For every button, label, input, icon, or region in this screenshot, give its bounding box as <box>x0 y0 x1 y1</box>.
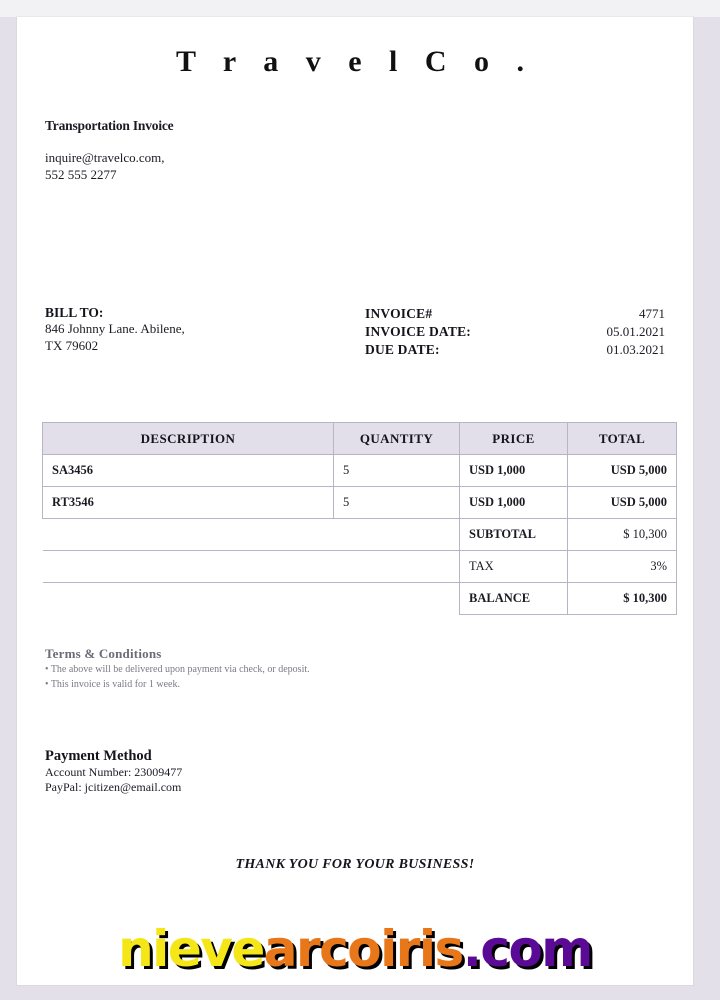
cell-quantity: 5 <box>334 487 460 519</box>
cell-price: USD 1,000 <box>460 455 568 487</box>
bill-to-address-line-1: 846 Johnny Lane. Abilene, <box>45 321 185 336</box>
table-header-row <box>43 423 677 455</box>
cell-total: USD 5,000 <box>568 487 677 519</box>
spacer-cell <box>334 583 460 615</box>
contact-phone: 552 555 2277 <box>45 166 117 182</box>
invoice-number-label: INVOICE# <box>365 306 433 321</box>
watermark-part-2: arcoiris <box>263 920 463 978</box>
watermark-part-1: nieve <box>118 920 264 978</box>
invoice-date-value: 05.01.2021 <box>606 323 665 339</box>
payment-method-title: Payment Method <box>45 748 152 764</box>
summary-row-tax <box>43 551 677 583</box>
table-row <box>43 455 677 487</box>
cell-description: RT3546 <box>43 487 334 519</box>
invoice-date-label: INVOICE DATE: <box>365 323 471 339</box>
column-header-description: DESCRIPTION <box>43 423 334 455</box>
balance-label: BALANCE <box>460 583 568 615</box>
tax-value: 3% <box>568 551 677 583</box>
spacer-cell <box>334 519 460 551</box>
company-contact-block <box>45 150 165 183</box>
company-title: T r a v e l C o . <box>175 45 535 78</box>
terms-item: • This invoice is valid for 1 week. <box>45 679 180 690</box>
cell-price: USD 1,000 <box>460 487 568 519</box>
balance-value: $ 10,300 <box>568 583 677 615</box>
bill-to-block <box>45 305 185 355</box>
payment-method-block <box>45 748 182 795</box>
watermark-part-3: .com <box>462 920 592 978</box>
bill-to-address-line-2: TX 79602 <box>45 337 99 353</box>
summary-row-balance <box>43 583 677 615</box>
thank-you-message: THANK YOU FOR YOUR BUSINESS! <box>235 857 475 872</box>
due-date-value: 01.03.2021 <box>606 341 665 357</box>
spacer-cell <box>43 551 334 583</box>
spacer-cell <box>43 583 334 615</box>
due-date-label: DUE DATE: <box>365 341 440 357</box>
table-row <box>43 487 677 519</box>
subtotal-value: $ 10,300 <box>568 519 677 551</box>
contact-email: inquire@travelco.com, <box>45 150 165 165</box>
terms-and-conditions-block <box>45 646 310 692</box>
invoice-number-value: 4771 <box>639 306 665 321</box>
payment-account-number: Account Number: 23009477 <box>45 765 183 779</box>
terms-title: Terms & Conditions <box>45 646 162 661</box>
invoice-meta-block <box>365 305 665 358</box>
due-date-row <box>365 341 665 359</box>
cell-quantity: 5 <box>334 455 460 487</box>
tax-label: TAX <box>460 551 568 583</box>
column-header-total: TOTAL <box>568 423 677 455</box>
spacer-cell <box>43 519 334 551</box>
payment-paypal: PayPal: jcitizen@email.com <box>45 780 182 794</box>
site-watermark <box>17 920 693 978</box>
invoice-date-row <box>365 323 665 341</box>
bill-to-label: BILL TO: <box>45 305 104 320</box>
paper-content <box>17 17 693 985</box>
subtotal-label: SUBTOTAL <box>460 519 568 551</box>
page-top-band <box>0 0 720 17</box>
line-items-table <box>42 422 677 615</box>
invoice-number-row <box>365 305 665 323</box>
column-header-price: PRICE <box>460 423 568 455</box>
document-type-heading: Transportation Invoice <box>45 118 174 133</box>
cell-total: USD 5,000 <box>568 455 677 487</box>
terms-item: • The above will be delivered upon payment via check, or deposit. <box>45 664 310 675</box>
spacer-cell <box>334 551 460 583</box>
column-header-quantity: QUANTITY <box>334 423 460 455</box>
cell-description: SA3456 <box>43 455 334 487</box>
summary-row-subtotal <box>43 519 677 551</box>
